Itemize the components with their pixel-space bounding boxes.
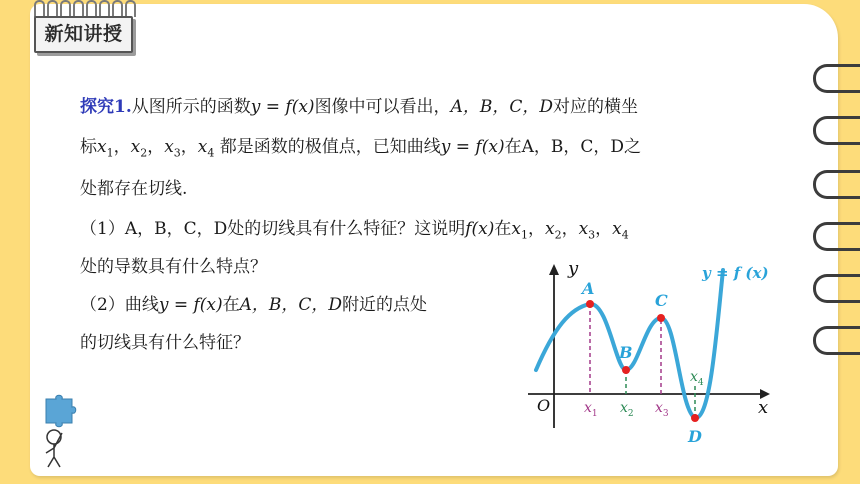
question-1-line-2 — [80, 252, 267, 277]
tick-var: x — [584, 400, 592, 416]
line-1 — [80, 92, 638, 117]
tick-x2 — [620, 400, 634, 419]
question-2-line-1 — [80, 290, 427, 315]
text-span: 处都存在切线. — [80, 179, 188, 199]
text-span: （2）曲线 — [80, 295, 159, 315]
tick-x3 — [655, 400, 669, 419]
x-var: x — [97, 137, 107, 157]
line-2: 标$x_1$，$x_2$，$x_3$，$x_4$ 都是函数的极值点，已知曲线y = f(x)在A，B，C，D之 — [80, 137, 642, 160]
x-var: x — [578, 219, 589, 239]
subscript: 2 — [140, 146, 148, 160]
math-points: A，B，C，D — [239, 295, 343, 315]
tick-sub: 1 — [591, 409, 598, 419]
label-b: B — [619, 343, 633, 362]
text-span: 对应的横坐 — [552, 97, 638, 117]
tick-x4 — [690, 369, 704, 388]
math-fx: y = f(x) — [250, 97, 315, 117]
text-span: 在A，B，C，D之 — [504, 137, 642, 157]
tick-var: x — [620, 400, 628, 416]
x-axis-label: x — [758, 397, 769, 418]
subscript: 4 — [621, 228, 629, 242]
question-2-line-2 — [80, 328, 250, 353]
hook-icon — [813, 274, 860, 303]
tick-sub: 3 — [662, 409, 669, 419]
math-x2 — [130, 137, 148, 160]
text-span: 在 — [494, 219, 512, 239]
math-x2 — [544, 219, 562, 242]
math-fx: y = f(x) — [158, 295, 223, 315]
math-x4 — [612, 219, 629, 242]
hook-icon — [813, 116, 860, 145]
subscript: 4 — [207, 146, 215, 160]
ring-icon — [99, 0, 110, 17]
point-a — [586, 300, 594, 308]
text-span: 附近的点处 — [342, 295, 428, 315]
point-d — [691, 414, 699, 422]
y-axis-arrow-icon — [549, 264, 559, 275]
text-span: 处的导数具有什么特点？ — [80, 257, 267, 277]
text-span: 图像中可以看出， — [314, 97, 451, 117]
ring-icon — [73, 0, 84, 17]
label-a: A — [582, 279, 595, 298]
text-span: 标 — [80, 137, 97, 157]
ring-icon — [47, 0, 58, 17]
hook-icon — [813, 64, 860, 93]
text-span: 都是函数的极值点，已知曲线 — [219, 137, 441, 157]
tick-x1 — [584, 400, 598, 419]
x-var: x — [511, 219, 521, 239]
point-c — [657, 314, 665, 322]
subscript: 2 — [554, 228, 562, 242]
subscript: 1 — [520, 228, 528, 242]
explore-label: 探究1. — [80, 97, 132, 117]
text-span: 在 — [222, 295, 240, 315]
ring-icon — [86, 0, 97, 17]
tick-var: x — [690, 369, 698, 385]
subscript: 3 — [173, 146, 181, 160]
ring-icon — [60, 0, 71, 17]
curve-label: y = f (x) — [702, 264, 769, 282]
y-axis-label: y — [568, 258, 579, 279]
text-span: （1）A，B，C，D处的切线具有什么特征？这说明 — [80, 219, 466, 239]
figure-head-icon — [47, 430, 61, 444]
tick-var: x — [655, 400, 663, 416]
hook-icon — [813, 222, 860, 251]
hook-icon — [813, 326, 860, 355]
text-span: 的切线具有什么特征？ — [80, 333, 250, 353]
tick-sub: 2 — [627, 409, 634, 419]
tick-sub: 4 — [697, 378, 704, 388]
point-b — [622, 366, 630, 374]
ring-icon — [125, 0, 136, 17]
question-1-line-1: （1）A，B，C，D处的切线具有什么特征？这说明f(x)在$x_1$，$x_2$，$x_3$，$x_4$ — [80, 219, 629, 242]
math-x1 — [511, 219, 528, 242]
x-var: x — [197, 137, 208, 157]
label-c: C — [655, 291, 668, 310]
subscript: 1 — [106, 146, 114, 160]
binder-hooks — [800, 60, 860, 360]
math-fx: f(x) — [465, 219, 495, 239]
math-x4 — [197, 137, 215, 160]
function-graph — [520, 258, 790, 450]
puzzle-figure-icon — [40, 393, 82, 469]
math-fx: y = f(x) — [440, 137, 505, 157]
x-var: x — [164, 137, 174, 157]
section-badge: 新知讲授 — [34, 16, 133, 53]
ring-icon — [34, 0, 45, 17]
x-var: x — [612, 219, 622, 239]
hook-icon — [813, 170, 860, 199]
origin-label: O — [537, 396, 551, 415]
ring-icon — [112, 0, 123, 17]
puzzle-piece-icon — [46, 395, 76, 427]
math-points: A，B，C，D — [450, 97, 553, 117]
line-3 — [80, 174, 187, 199]
subscript: 3 — [588, 228, 596, 242]
text-span: 从图所示的函数 — [131, 97, 251, 117]
label-d: D — [688, 427, 702, 446]
math-x3 — [164, 137, 181, 160]
x-var: x — [130, 137, 141, 157]
x-var: x — [544, 219, 555, 239]
math-x1 — [97, 137, 114, 160]
math-x3 — [578, 219, 596, 242]
